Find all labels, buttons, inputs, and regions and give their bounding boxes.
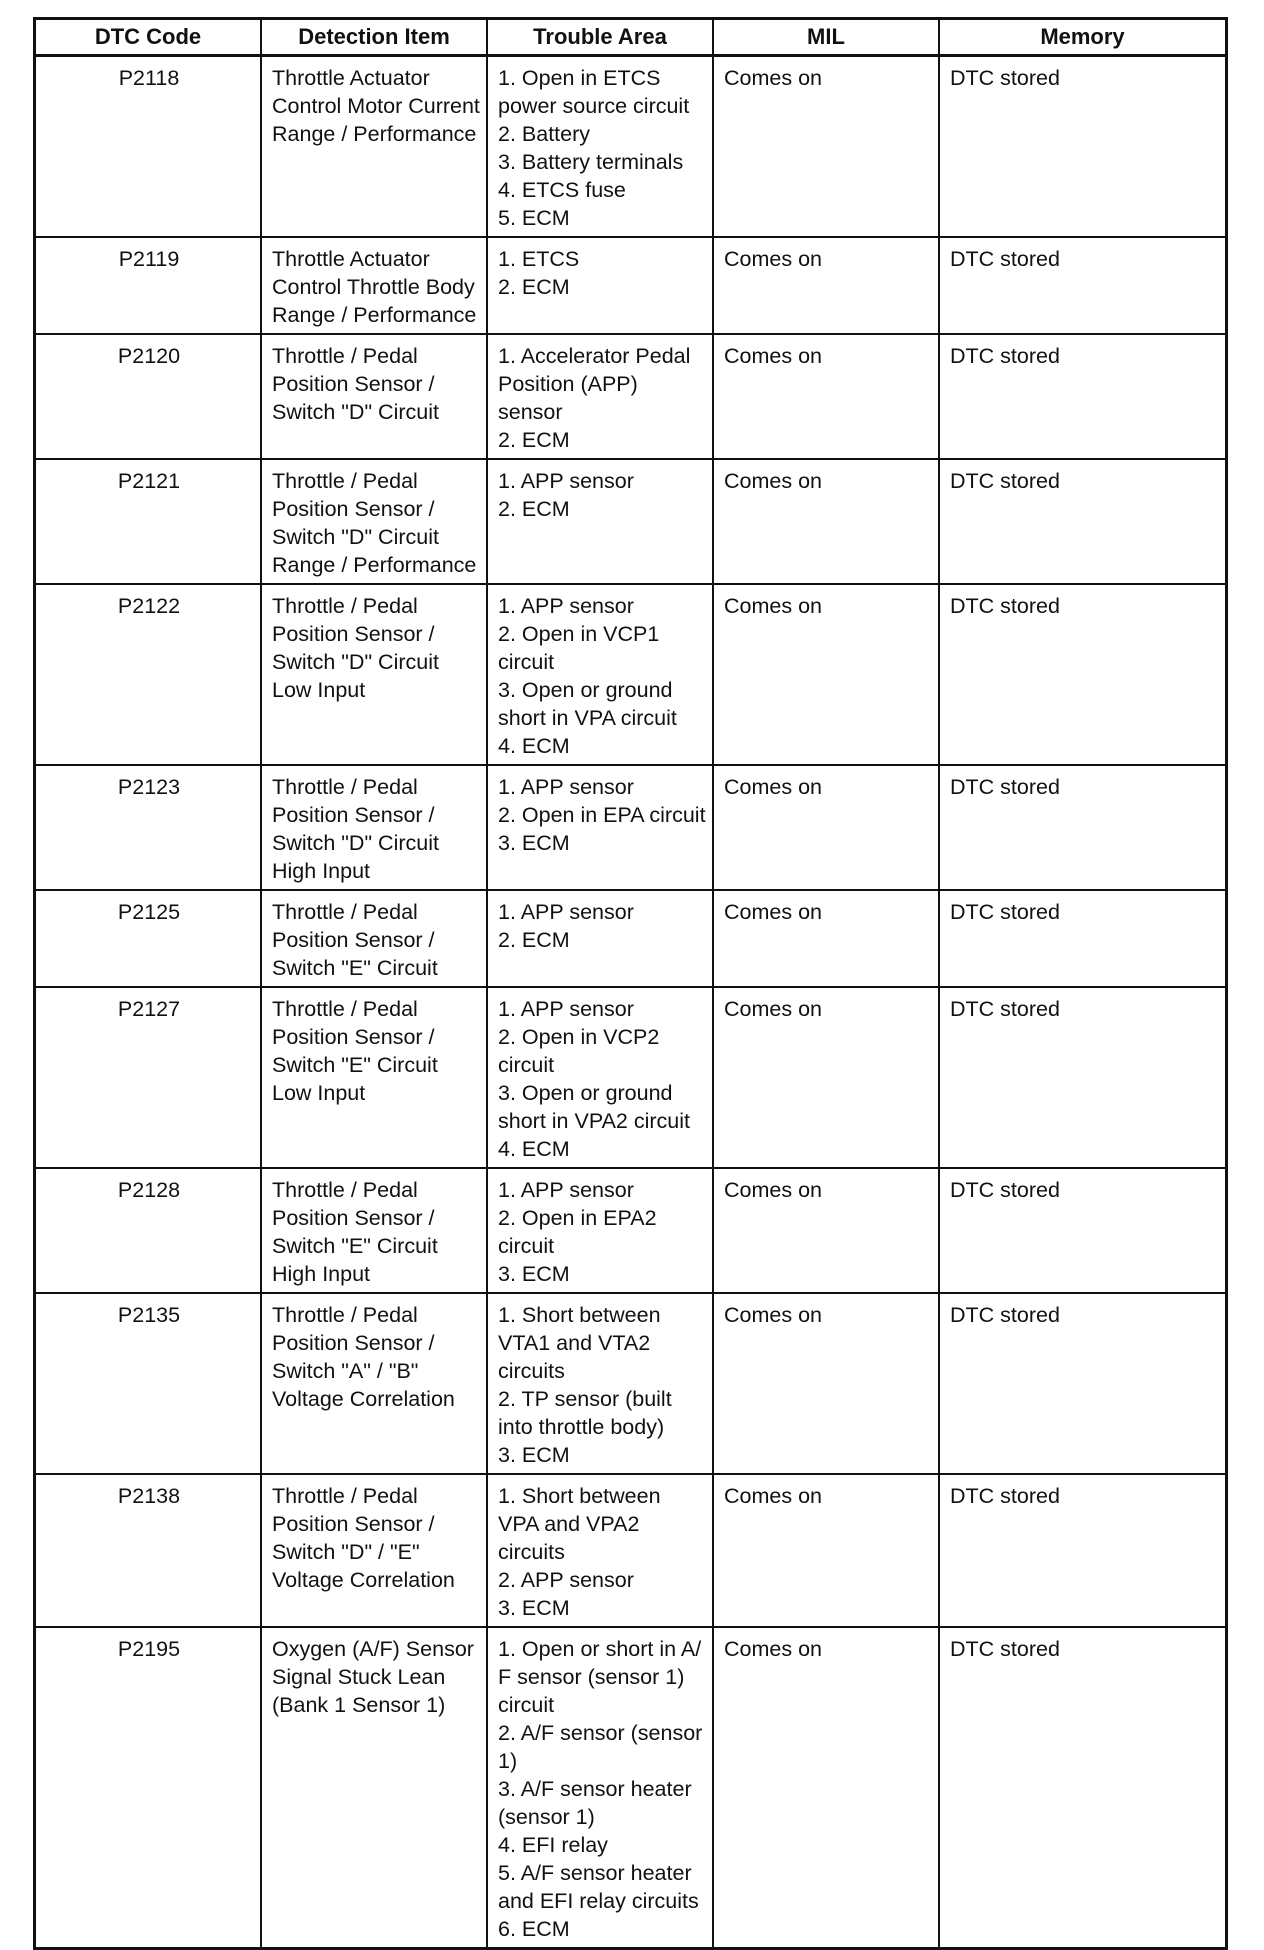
cell-line: High Input	[272, 859, 371, 883]
table-row	[36, 585, 1225, 766]
cell-line: 3. Open or ground	[498, 1081, 673, 1105]
mil-cell: Comes on	[714, 238, 940, 335]
memory-cell: DTC stored	[940, 988, 1225, 1169]
dtc-table	[33, 17, 1228, 1950]
memory-cell: DTC stored	[940, 1169, 1225, 1294]
memory-cell: DTC stored	[950, 1637, 1060, 1661]
trouble-area-cell	[488, 1475, 714, 1628]
header-mil: MIL	[714, 20, 940, 57]
cell-line: 1)	[498, 1749, 518, 1773]
memory-cell: DTC stored	[940, 1294, 1225, 1475]
cell-line: Low Input	[272, 678, 366, 702]
detection-item-cell	[262, 988, 488, 1169]
dtc-code-cell: P2123	[36, 766, 262, 891]
cell-line: VTA1 and VTA2	[498, 1331, 651, 1355]
mil-cell: Comes on	[714, 766, 940, 891]
cell-line: 1. APP sensor	[498, 775, 634, 799]
dtc-code-cell: P2138	[36, 1475, 262, 1628]
cell-line: 2. ECM	[498, 928, 570, 952]
cell-line: Position Sensor /	[272, 372, 435, 396]
table-row	[36, 335, 1225, 460]
cell-line: Throttle / Pedal	[272, 900, 418, 924]
trouble-area-cell	[488, 585, 714, 766]
cell-line: 2. ECM	[498, 428, 570, 452]
table-row	[36, 460, 1225, 585]
dtc-code-cell: P2119	[36, 238, 262, 335]
memory-cell: DTC stored	[940, 335, 1225, 460]
cell-line: Switch "D" / "E"	[272, 1540, 420, 1564]
dtc-code-cell: P2121	[36, 460, 262, 585]
dtc-code-cell: P2135	[36, 1294, 262, 1475]
cell-line: 1. APP sensor	[498, 1178, 634, 1202]
cell-line: 1. Open or short in A/	[498, 1637, 702, 1661]
cell-line: 3. Battery terminals	[498, 150, 684, 174]
mil-cell: Comes on	[714, 1294, 940, 1475]
mil-cell: Comes on	[714, 57, 940, 238]
detection-item-cell	[262, 766, 488, 891]
cell-line: Throttle / Pedal	[272, 594, 418, 618]
trouble-area-cell	[488, 335, 714, 460]
cell-line: Switch "E" Circuit	[272, 956, 438, 980]
detection-item-cell	[262, 891, 488, 988]
trouble-area-cell	[488, 1628, 714, 1947]
detection-item-cell	[262, 1294, 488, 1475]
cell-line: 2. ECM	[498, 275, 570, 299]
memory-cell: DTC stored	[940, 57, 1225, 238]
cell-line: circuit	[498, 1234, 555, 1258]
cell-line: 3. ECM	[498, 1596, 570, 1620]
cell-line: Low Input	[272, 1081, 366, 1105]
cell-line: Range / Performance	[272, 303, 477, 327]
mil-cell: Comes on	[714, 585, 940, 766]
cell-line: Throttle / Pedal	[272, 1178, 418, 1202]
cell-line: Position Sensor /	[272, 803, 435, 827]
table-row	[36, 1475, 1225, 1628]
table-row	[36, 766, 1225, 891]
table-row	[36, 988, 1225, 1169]
cell-line: 1. APP sensor	[498, 594, 634, 618]
mil-cell: Comes on	[714, 1169, 940, 1294]
cell-line: Position Sensor /	[272, 622, 435, 646]
cell-line: Position Sensor /	[272, 1512, 435, 1536]
trouble-area-cell	[488, 238, 714, 335]
trouble-area-cell	[488, 460, 714, 585]
detection-item-cell	[262, 460, 488, 585]
cell-line: Switch "D" Circuit	[272, 831, 439, 855]
cell-line: Throttle / Pedal	[272, 1484, 418, 1508]
trouble-area-cell	[488, 766, 714, 891]
cell-line: power source circuit	[498, 94, 690, 118]
cell-line: Position (APP)	[498, 372, 638, 396]
cell-line: F sensor (sensor 1)	[498, 1665, 685, 1689]
dtc-code-cell: P2128	[36, 1169, 262, 1294]
table-row	[36, 57, 1225, 238]
trouble-area-cell	[488, 57, 714, 238]
table-row	[36, 1628, 1225, 1947]
cell-line: Voltage Correlation	[272, 1568, 455, 1592]
memory-cell: DTC stored	[940, 891, 1225, 988]
cell-line: Control Throttle Body	[272, 275, 475, 299]
cell-line: short in VPA2 circuit	[498, 1109, 690, 1133]
cell-line: 3. Open or ground	[498, 678, 673, 702]
cell-line: into throttle body)	[498, 1415, 665, 1439]
cell-line: 2. Battery	[498, 122, 591, 146]
cell-line: 1. Accelerator Pedal	[498, 344, 691, 368]
memory-cell: DTC stored	[940, 585, 1225, 766]
cell-line: 1. APP sensor	[498, 997, 634, 1021]
cell-line: Switch "D" Circuit	[272, 650, 439, 674]
dtc-table-page	[33, 17, 1228, 1941]
memory-cell: DTC stored	[940, 460, 1225, 585]
cell-line: (sensor 1)	[498, 1805, 595, 1829]
cell-line: Signal Stuck Lean	[272, 1665, 446, 1689]
dtc-code-cell: P2118	[36, 57, 262, 238]
cell-line: Throttle / Pedal	[272, 775, 418, 799]
cell-line: 1. APP sensor	[498, 469, 634, 493]
cell-line: Oxygen (A/F) Sensor	[272, 1637, 474, 1661]
cell-line: 1. Short between	[498, 1484, 661, 1508]
cell-line: circuits	[498, 1540, 565, 1564]
cell-line: Position Sensor /	[272, 928, 435, 952]
mil-cell: Comes on	[714, 1628, 940, 1947]
cell-line: 2. Open in VCP2	[498, 1025, 660, 1049]
detection-item-cell	[262, 335, 488, 460]
dtc-code-cell: P2122	[36, 585, 262, 766]
cell-line: 6. ECM	[498, 1917, 570, 1941]
header-trouble-area: Trouble Area	[488, 20, 714, 57]
memory-cell: DTC stored	[940, 766, 1225, 891]
cell-line: Throttle / Pedal	[272, 997, 418, 1021]
detection-item-cell	[262, 57, 488, 238]
cell-line: 1. ETCS	[498, 247, 580, 271]
trouble-area-cell	[488, 1169, 714, 1294]
cell-line: Throttle / Pedal	[272, 344, 418, 368]
table-row	[36, 1294, 1225, 1475]
cell-line: Voltage Correlation	[272, 1387, 455, 1411]
header-detection-item: Detection Item	[262, 20, 488, 57]
cell-line: VPA and VPA2	[498, 1512, 640, 1536]
cell-line: sensor	[498, 400, 563, 424]
cell-line: 3. ECM	[498, 1262, 570, 1286]
mil-cell: Comes on	[714, 891, 940, 988]
cell-line: 2. TP sensor (built	[498, 1387, 672, 1411]
cell-line: Position Sensor /	[272, 1206, 435, 1230]
cell-line: Throttle Actuator	[272, 66, 430, 90]
cell-line: 2. APP sensor	[498, 1568, 634, 1592]
cell-line: Position Sensor /	[272, 1025, 435, 1049]
cell-line: 2. A/F sensor (sensor	[498, 1721, 703, 1745]
header-row	[36, 20, 1225, 57]
cell-line: 2. Open in EPA2	[498, 1206, 657, 1230]
cell-line: 4. ECM	[498, 1137, 570, 1161]
detection-item-cell	[262, 1475, 488, 1628]
cell-line: 1. Short between	[498, 1303, 661, 1327]
cell-line: 1. Open in ETCS	[498, 66, 661, 90]
cell-line: Position Sensor /	[272, 1331, 435, 1355]
dtc-code-cell: P2120	[36, 335, 262, 460]
cell-line: Throttle / Pedal	[272, 469, 418, 493]
cell-line: 3. ECM	[498, 831, 570, 855]
cell-line: 4. EFI relay	[498, 1833, 608, 1857]
cell-line: Throttle Actuator	[272, 247, 430, 271]
cell-line: 4. ECM	[498, 734, 570, 758]
cell-line: 5. ECM	[498, 206, 570, 230]
memory-cell: DTC stored	[940, 238, 1225, 335]
cell-line: and EFI relay circuits	[498, 1889, 699, 1913]
cell-line: 1. APP sensor	[498, 900, 634, 924]
cell-line: circuit	[498, 650, 555, 674]
table-row	[36, 891, 1225, 988]
cell-line: Switch "D" Circuit	[272, 400, 439, 424]
cell-line: Switch "D" Circuit	[272, 525, 439, 549]
cell-line: 3. ECM	[498, 1443, 570, 1467]
cell-line: Control Motor Current	[272, 94, 480, 118]
cell-line: Throttle / Pedal	[272, 1303, 418, 1327]
dtc-code-cell: P2195	[36, 1628, 262, 1947]
header-dtc-code: DTC Code	[36, 20, 262, 57]
table-row	[36, 1169, 1225, 1294]
detection-item-cell	[262, 238, 488, 335]
cell-line: short in VPA circuit	[498, 706, 677, 730]
cell-line: Range / Performance	[272, 553, 477, 577]
cell-line: Position Sensor /	[272, 497, 435, 521]
cell-line: 3. A/F sensor heater	[498, 1777, 692, 1801]
cell-line: 2. Open in EPA circuit	[498, 803, 706, 827]
trouble-area-cell	[488, 988, 714, 1169]
cell-line: Range / Performance	[272, 122, 477, 146]
mil-cell: Comes on	[714, 460, 940, 585]
detection-item-cell	[262, 1169, 488, 1294]
table-row	[36, 238, 1225, 335]
detection-item-cell	[262, 1628, 488, 1947]
cell-line: 4. ETCS fuse	[498, 178, 626, 202]
cell-line: Switch "E" Circuit	[272, 1053, 438, 1077]
cell-line: circuits	[498, 1359, 565, 1383]
cell-line: High Input	[272, 1262, 371, 1286]
cell-line: circuit	[498, 1693, 555, 1717]
trouble-area-cell	[488, 1294, 714, 1475]
mil-cell: Comes on	[714, 335, 940, 460]
header-memory: Memory	[940, 20, 1225, 57]
mil-cell: Comes on	[714, 988, 940, 1169]
cell-line: Switch "A" / "B"	[272, 1359, 419, 1383]
cell-line: 5. A/F sensor heater	[498, 1861, 692, 1885]
cell-line: 2. Open in VCP1	[498, 622, 660, 646]
detection-item-cell	[262, 585, 488, 766]
dtc-code-cell: P2125	[36, 891, 262, 988]
memory-cell: DTC stored	[940, 1475, 1225, 1628]
cell-line: (Bank 1 Sensor 1)	[272, 1693, 446, 1717]
cell-line: Switch "E" Circuit	[272, 1234, 438, 1258]
trouble-area-cell	[488, 891, 714, 988]
mil-cell: Comes on	[714, 1475, 940, 1628]
cell-line: circuit	[498, 1053, 555, 1077]
cell-line: 2. ECM	[498, 497, 570, 521]
dtc-code-cell: P2127	[36, 988, 262, 1169]
